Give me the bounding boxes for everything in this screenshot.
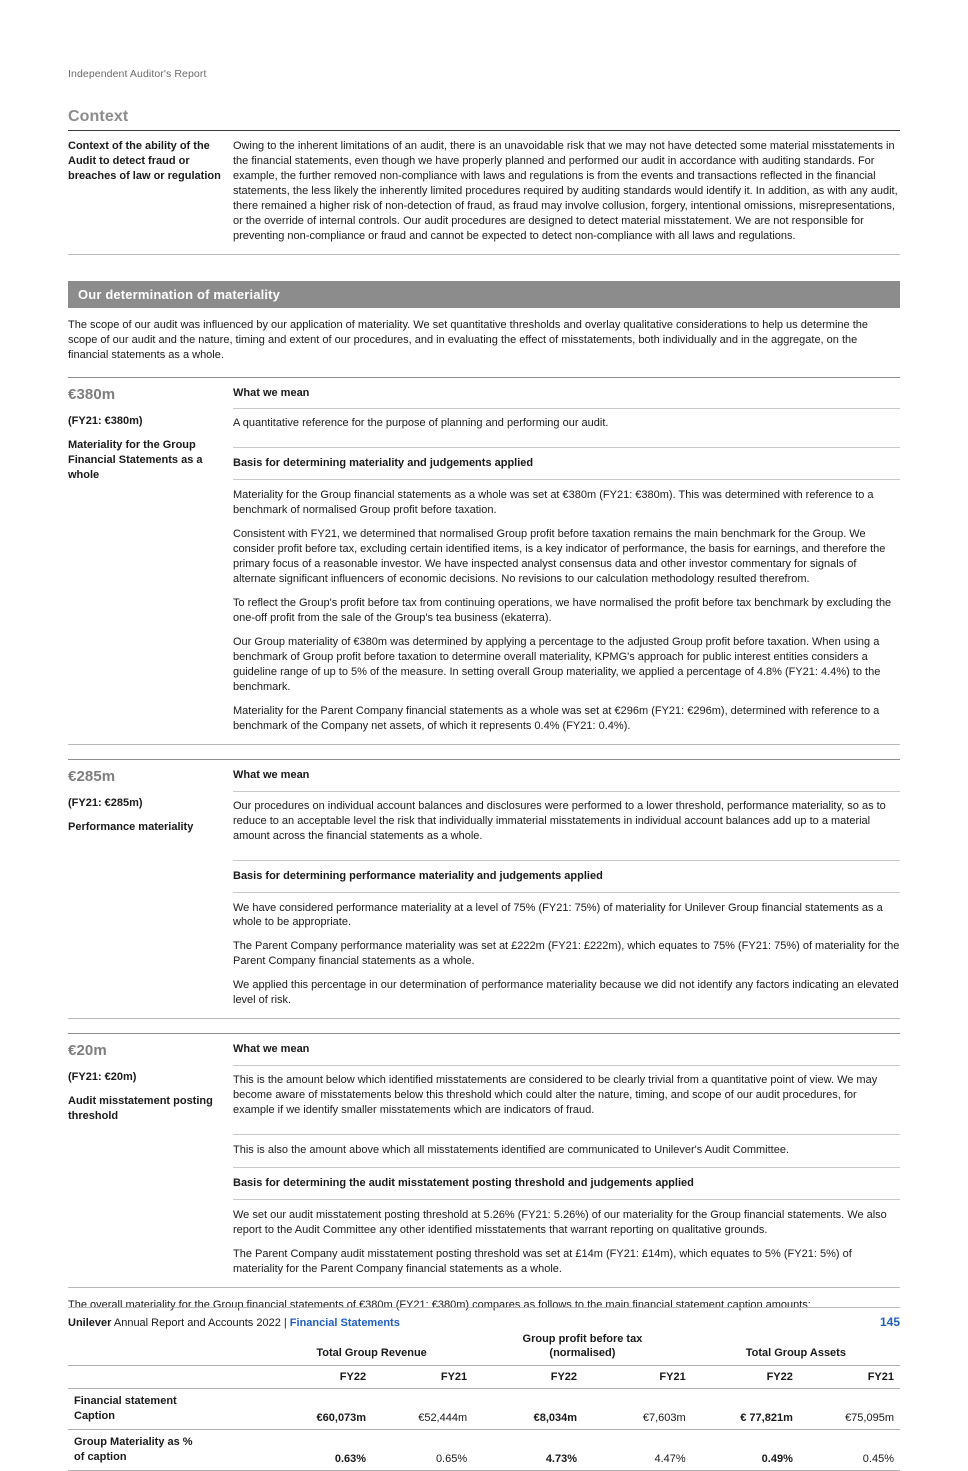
block2-what-we-mean-text: Our procedures on individual account balances and disclosures were performed to a lower threshold, performance materiality, so as to reduce to an acceptable level the risk that individually immaterial misstatements in individual account balances add up to a material amount across the financial statements as a whole. xyxy=(233,799,886,842)
context-bottom-rule xyxy=(68,254,900,255)
table-group-header-pbt xyxy=(473,1327,692,1366)
block1-what-we-mean-text: A quantitative reference for the purpose of planning and performing our audit. xyxy=(233,417,609,430)
block3-bottom-rule xyxy=(68,1287,900,1288)
table-row xyxy=(68,1429,900,1470)
table-group-header-assets: Total Group Assets xyxy=(745,1347,846,1359)
page-content xyxy=(68,0,900,1471)
table-cell-pct-pbt-fy21: 4.47% xyxy=(654,1452,686,1465)
block2-left xyxy=(68,760,233,845)
context-body-cell xyxy=(233,131,900,254)
table-group-header-pbt-line1: Group profit before tax xyxy=(522,1332,643,1345)
materiality-block-3 xyxy=(68,1034,900,1287)
footer-section-link[interactable]: Financial Statements xyxy=(289,1317,400,1329)
block2-amount: €285m xyxy=(68,767,116,785)
context-heading: Context xyxy=(68,108,129,125)
block3-prior: (FY21: €20m) xyxy=(68,1071,137,1084)
block3-left xyxy=(68,1034,233,1134)
block2-prior: (FY21: €285m) xyxy=(68,796,143,809)
table-year-revenue-fy21: FY21 xyxy=(440,1371,468,1384)
table-cell-pct-revenue-fy22: 0.63% xyxy=(334,1452,367,1465)
table-row-label-materiality-line1: Group Materiality as % xyxy=(74,1435,193,1448)
block1-description: Materiality for the Group Financial Statements as a whole xyxy=(68,438,203,481)
table-year-pbt-fy22: FY22 xyxy=(550,1371,578,1384)
materiality-comparison-table xyxy=(68,1327,900,1471)
table-cell-assets-fy21: €75,095m xyxy=(845,1411,894,1424)
footer-company: Unilever xyxy=(68,1317,112,1329)
table-year-revenue-fy22: FY22 xyxy=(339,1371,367,1384)
context-row xyxy=(68,131,900,254)
table-cell-pct-pbt-fy22: 4.73% xyxy=(545,1452,578,1465)
table-year-assets-fy21: FY21 xyxy=(867,1371,894,1384)
context-section xyxy=(68,108,900,255)
table-cell-pbt-fy22: €8,034m xyxy=(533,1411,578,1424)
block3-what-we-mean-text: This is the amount below which identified misstatements are considered to be clearly trivial from a quantitative point of view. We may become aware of misstatements below this threshold which could alter the nature, timing, and scope of our audit procedures, for example if we identify smaller misstatements which are indicators of fraud. xyxy=(233,1074,878,1117)
page-number: 145 xyxy=(879,1315,900,1329)
block3-rule-c xyxy=(233,1167,900,1168)
table-year-corner xyxy=(68,1366,270,1389)
block3-what-we-mean-heading: What we mean xyxy=(233,1043,310,1056)
block1-right xyxy=(233,378,900,744)
block2-description: Performance materiality xyxy=(68,820,194,833)
spacer-2 xyxy=(68,1019,900,1033)
materiality-block-2 xyxy=(68,760,900,1018)
block1-para-5: Materiality for the Parent Company financial statements as a whole was set at €296m (FY21: €296m), determined with reference to a benchmark of the Company net assets, of which it represents 0.4% (FY21: 0.4%). xyxy=(233,704,880,732)
block2-para-1: We have considered performance materiality at a level of 75% (FY21: 75%) of materiality for Unilever Group financial statements as a whole to be appropriate. xyxy=(233,901,883,929)
block3-what-we-mean-text2: This is also the amount above which all misstatements identified are communicated to Unilever's Audit Committee. xyxy=(233,1144,790,1157)
block1-para-1: Materiality for the Group financial statements as a whole was set at €380m (FY21: €380m). This was determined with reference to a benchmark of normalised Group profit before taxation. xyxy=(233,489,874,517)
table-cell-pct-revenue-fy21: 0.65% xyxy=(435,1452,468,1465)
table-year-assets-fy22: FY22 xyxy=(766,1371,793,1384)
table-corner-cell xyxy=(68,1327,270,1366)
materiality-closing: The overall materiality for the Group financial statements of €380m (FY21: €380m) compares as follows to the main financial statement caption amounts: xyxy=(68,1298,811,1311)
spacer-1 xyxy=(68,745,900,759)
table-row-label-materiality xyxy=(68,1429,270,1470)
context-label: Context of the ability of the Audit to detect fraud or breaches of law or regulation xyxy=(68,140,221,183)
table-row-label-caption-line2: Caption xyxy=(74,1410,115,1423)
table-cell-assets-fy22: € 77,821m xyxy=(740,1411,793,1424)
materiality-intro: The scope of our audit was influenced by our application of materiality. We set quantitative thresholds and overlay qualitative considerations to help us determine the scope of our audit and the nature, timing and extent of our procedures, and in evaluating the effect of misstatements, both individually and in the aggregate, on the financial statements as a whole. xyxy=(68,318,868,361)
table-cell-pct-assets-fy22: 0.49% xyxy=(761,1452,793,1465)
table-row-label-caption xyxy=(68,1389,270,1430)
block2-para-3: We applied this percentage in our determination of performance materiality because we did not identify any factors indicating an elevated level of risk. xyxy=(233,979,899,1007)
block1-prior: (FY21: €380m) xyxy=(68,414,143,427)
block1-basis-heading: Basis for determining materiality and judgements applied xyxy=(233,457,534,470)
block1-rule-c xyxy=(233,479,900,480)
block1-para-3: To reflect the Group's profit before tax from continuing operations, we have normalised the profit before tax benchmark by excluding the one-off profit from the sale of the Group's tea business (ekaterra). xyxy=(233,597,892,625)
block2-right xyxy=(233,760,900,1018)
block3-amount: €20m xyxy=(68,1042,107,1060)
block3-rule-b xyxy=(233,1134,900,1135)
block1-para-2: Consistent with FY21, we determined that normalised Group profit before taxation remains the main benchmark for the Group. We consider profit before tax, excluding certain identified items, is a key indicator of performance, the basis for earnings, and therefore the primary focus of a reasonable investor. We have inspected analyst consensus data and other investor commentary for signals of alternate significant influencers of economic decisions. No revisions to our calculation methodology resulted therefrom. xyxy=(233,528,886,586)
table-row-label-caption-line1: Financial statement xyxy=(74,1395,177,1408)
block1-left xyxy=(68,378,233,494)
running-head: Independent Auditor's Report xyxy=(68,68,207,80)
table-group-header-row xyxy=(68,1327,900,1366)
table-year-pbt-fy21: FY21 xyxy=(659,1371,686,1384)
table-row-label-materiality-line2: of caption xyxy=(74,1450,127,1463)
block1-rule-b xyxy=(233,447,900,448)
footer-rule xyxy=(68,1307,900,1308)
block1-amount: €380m xyxy=(68,385,116,403)
context-label-cell xyxy=(68,131,233,195)
block3-para-2: The Parent Company audit misstatement posting threshold was set at £14m (FY21: £14m), which equates to 5% (FY21: 5%) of materiality for the Parent Company financial statements as a whole. xyxy=(233,1247,852,1275)
footer-report: Annual Report and Accounts 2022 | xyxy=(111,1317,290,1329)
block3-rule-d xyxy=(233,1199,900,1200)
page-footer xyxy=(68,1307,900,1329)
block2-what-we-mean-heading: What we mean xyxy=(233,768,310,781)
block2-rule-b xyxy=(233,860,900,861)
table-row xyxy=(68,1389,900,1430)
block1-what-we-mean-heading: What we mean xyxy=(233,386,310,399)
table-cell-pbt-fy21: €7,603m xyxy=(642,1411,686,1424)
materiality-block-1 xyxy=(68,378,900,744)
materiality-band-title: Our determination of materiality xyxy=(68,281,900,308)
table-cell-pct-assets-fy21: 0.45% xyxy=(862,1452,894,1465)
block3-description: Audit misstatement posting threshold xyxy=(68,1095,213,1123)
block2-basis-heading: Basis for determining performance materiality and judgements applied xyxy=(233,869,603,882)
footer-inner xyxy=(68,1315,900,1329)
table-group-header-pbt-line2: (normalised) xyxy=(549,1347,616,1359)
block1-para-4: Our Group materiality of €380m was determined by applying a percentage to the adjusted Group profit before taxation. When using a benchmark of Group profit before taxation to determine overall materiality, KPMG's approach for public interest entities considers a guideline range of up to 5% of the measure. In setting overall Group materiality, we applied a percentage of 4.8% (FY21: 4.4%) to the benchmark. xyxy=(233,636,881,693)
table-cell-revenue-fy21: €52,444m xyxy=(418,1411,468,1424)
table-group-header-revenue: Total Group Revenue xyxy=(316,1347,427,1359)
block3-basis-heading: Basis for determining the audit misstatement posting threshold and judgements applied xyxy=(233,1176,694,1189)
block3-right xyxy=(233,1034,900,1287)
context-body: Owing to the inherent limitations of an audit, there is an unavoidable risk that we may not have detected some material misstatements in the financial statements, even though we have properly planned and performed our audit in accordance with auditing standards. For example, the further removed non-compliance with laws and regulations is from the events and transactions reflected in the financial statements, the less likely the inherently limited procedures required by auditing standards would identify it. In addition, as with any audit, there remained a higher risk of non-detection of fraud, as fraud may involve collusion, forgery, intentional omissions, misrepresentations, or the override of internal controls. Our audit procedures are designed to detect material misstatement. We are not responsible for preventing non-compliance or fraud and cannot be expected to detect non-compliance with all laws and regulations. xyxy=(233,140,898,242)
footer-text xyxy=(68,1317,400,1329)
block2-rule-c xyxy=(233,892,900,893)
block3-para-1: We set our audit misstatement posting threshold at 5.26% (FY21: 5.26%) of our materiality for the Group financial statements. We also report to the Audit Committee any other identified misstatements that warrant reporting on qualitative grounds. xyxy=(233,1208,887,1236)
table-year-header-row xyxy=(68,1366,900,1389)
block2-para-2: The Parent Company performance materiality was set at £222m (FY21: £222m), which equates to 75% (FY21: 75%) of materiality for the Parent Company financial statements as a whole. xyxy=(233,940,900,968)
table-cell-revenue-fy22: €60,073m xyxy=(316,1411,367,1424)
